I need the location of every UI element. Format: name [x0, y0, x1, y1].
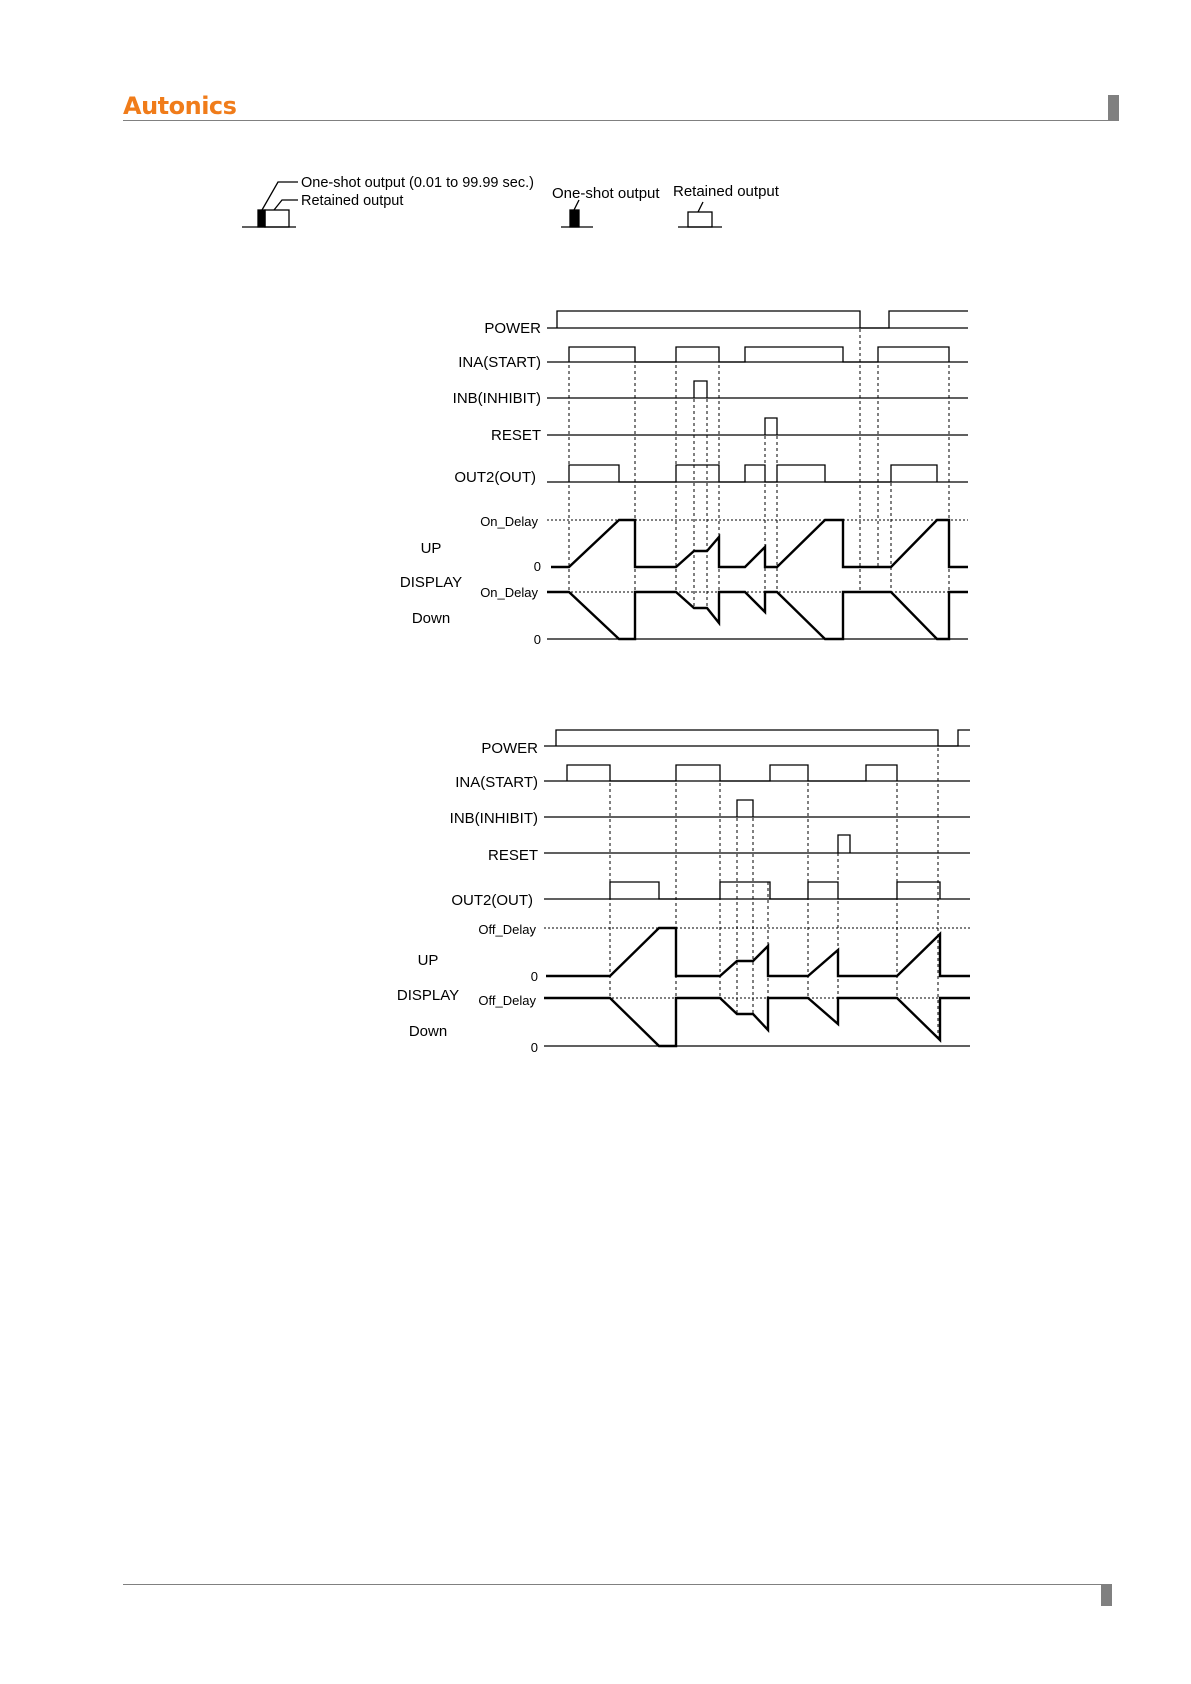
chart2-power-wave [556, 730, 970, 746]
chart2-zero-down: 0 [530, 1040, 538, 1055]
chart2-inb-wave [737, 800, 753, 817]
chart1-ina-wave [569, 347, 949, 362]
legend-retained: Retained output [301, 193, 404, 209]
legend-one-shot-short: One-shot output [552, 185, 660, 202]
chart2-signal-reset: RESET [487, 847, 538, 864]
chart2-signal-inb: INB(INHIBIT) [449, 810, 538, 827]
chart1-power-wave [557, 311, 968, 328]
chart2-labels [397, 740, 538, 1055]
chart1-reset-wave [765, 418, 777, 435]
chart1-waveforms [557, 311, 968, 482]
chart1-setpoint-up: On_Delay [480, 514, 538, 529]
chart1-zero-down: 0 [533, 632, 541, 647]
chart2-out-wave [610, 882, 940, 899]
chart2-down-trace [544, 998, 970, 1046]
legend-text [301, 175, 780, 209]
chart2-signal-power: POWER [481, 740, 538, 757]
chart2-signal-out: OUT2(OUT) [451, 892, 533, 909]
chart1-signal-reset: RESET [490, 427, 541, 444]
chart2-display-label: DISPLAY [396, 987, 460, 1004]
chart2-setpoint-lines [544, 928, 970, 998]
chart2-down-label: Down [408, 1023, 448, 1040]
chart1-display-label: DISPLAY [399, 574, 463, 591]
chart1-down-label: Down [411, 610, 451, 627]
legend-retained-short: Retained output [673, 183, 779, 200]
chart1-up-trace [551, 520, 968, 567]
chart1-labels [400, 320, 541, 647]
chart1-out-wave [569, 465, 937, 482]
chart2-ina-wave [567, 765, 897, 781]
chart1-signal-ina: INA(START) [458, 354, 541, 371]
legend-one-shot-range: One-shot output (0.01 to 99.99 sec.) [301, 175, 534, 191]
brand-logo: Autonics [123, 92, 237, 120]
chart1-signal-power: POWER [484, 320, 541, 337]
chart1-zero-up: 0 [533, 559, 541, 574]
chart1-up-label: UP [420, 540, 442, 557]
chart1-setpoint-down: On_Delay [480, 585, 538, 600]
chart2-up-label: UP [417, 952, 439, 969]
chart2-waveforms [556, 730, 970, 899]
chart1-guides [569, 311, 949, 639]
chart2-signal-ina: INA(START) [455, 774, 538, 791]
chart2-zero-up: 0 [530, 969, 538, 984]
chart2-reset-wave [838, 835, 850, 853]
chart2-setpoint-up: Off_Delay [478, 922, 536, 937]
chart1-signal-inb: INB(INHIBIT) [452, 390, 541, 407]
chart1-signal-out: OUT2(OUT) [454, 469, 536, 486]
chart2-baselines [544, 746, 970, 1046]
chart1-down-trace [547, 592, 968, 639]
chart2-setpoint-down: Off_Delay [478, 993, 536, 1008]
chart1-inb-wave [694, 381, 707, 398]
